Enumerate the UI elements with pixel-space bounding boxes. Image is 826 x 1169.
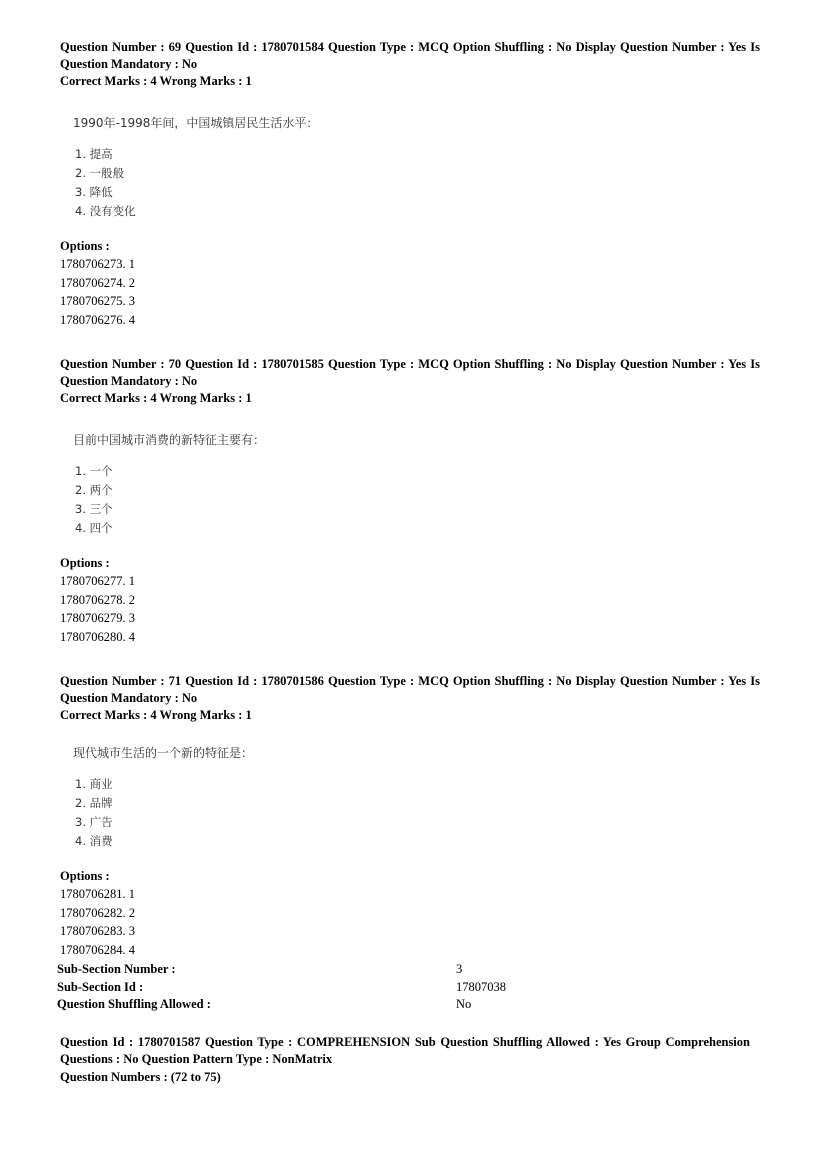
- subsection-label: Sub-Section Number :: [57, 962, 176, 976]
- question-numbers: Question Numbers : (72 to 75): [60, 1070, 221, 1084]
- choice: 3. 降低: [75, 185, 113, 199]
- choice: 4. 四个: [75, 521, 113, 535]
- choice: 2. 两个: [75, 483, 113, 497]
- option-id: 1780706274. 2: [60, 275, 135, 290]
- subsection-label: Question Shuffling Allowed :: [57, 997, 211, 1011]
- option-id: 1780706281. 1: [60, 887, 135, 901]
- subsection-value: No: [456, 997, 472, 1011]
- question-70: [60, 356, 760, 646]
- option-id: 1780706278. 2: [60, 592, 135, 607]
- options-label: Options :: [60, 556, 110, 570]
- choice: 1. 提高: [75, 147, 113, 161]
- subsection-row: [57, 996, 757, 1014]
- question-stem: 目前中国城市消费的新特征主要有：: [73, 433, 266, 447]
- question-stem: 现代城市生活的一个新的特征是：: [73, 746, 254, 760]
- choice: 2. 品牌: [75, 796, 113, 810]
- choice: 2. 一般般: [75, 166, 125, 180]
- option-id: 1780706279. 3: [60, 611, 135, 625]
- choice: 3. 广告: [75, 815, 113, 829]
- comprehension-header: [60, 1034, 750, 1086]
- marks-line: Correct Marks : 4 Wrong Marks : 1: [60, 74, 252, 88]
- question-header: Question Number : 70 Question Id : 1780701585 Question Type : MCQ Option Shuffling : No Display Question Number : Yes Is Question Mandatory : No: [60, 357, 760, 388]
- subsection-label: Sub-Section Id :: [57, 979, 144, 994]
- option-id: 1780706284. 4: [60, 942, 135, 957]
- subsection-row: [57, 979, 757, 997]
- marks-line: Correct Marks : 4 Wrong Marks : 1: [60, 391, 252, 405]
- subsection-row: [57, 961, 757, 979]
- choice-list: [75, 462, 760, 538]
- option-id: 1780706276. 4: [60, 312, 135, 327]
- choice: 3. 三个: [75, 502, 113, 516]
- choice-list: [75, 775, 760, 851]
- question-header: Question Number : 69 Question Id : 1780701584 Question Type : MCQ Option Shuffling : No Display Question Number : Yes Is Question Mandatory : No: [60, 40, 760, 71]
- option-id: 1780706273. 1: [60, 257, 135, 271]
- subsection-value: 17807038: [456, 979, 506, 994]
- option-id: 1780706280. 4: [60, 629, 135, 644]
- choice: 1. 商业: [75, 777, 113, 791]
- marks-line: Correct Marks : 4 Wrong Marks : 1: [60, 708, 252, 722]
- subsection-value: 3: [456, 962, 463, 976]
- choice: 4. 没有变化: [75, 204, 136, 218]
- comprehension-info: Question Id : 1780701587 Question Type : COMPREHENSION Sub Question Shuffling Allowed : Yes Group Comprehension Questions : No Question Pattern Type : NonMatrix: [60, 1035, 750, 1066]
- option-id: 1780706283. 3: [60, 924, 135, 938]
- question-stem: 1990年-1998年间，中国城镇居民生活水平：: [73, 116, 319, 130]
- choice: 4. 消费: [75, 834, 113, 848]
- subsection-info: [57, 961, 757, 1014]
- options-label: Options :: [60, 869, 110, 883]
- options-label: Options :: [60, 239, 110, 253]
- choice: 1. 一个: [75, 464, 113, 478]
- option-id: 1780706277. 1: [60, 574, 135, 588]
- question-71: [60, 673, 760, 959]
- question-header: Question Number : 71 Question Id : 1780701586 Question Type : MCQ Option Shuffling : No Display Question Number : Yes Is Question Mandatory : No: [60, 674, 760, 705]
- option-id: 1780706275. 3: [60, 294, 135, 308]
- option-id: 1780706282. 2: [60, 905, 135, 920]
- choice-list: [75, 145, 760, 221]
- question-69: [60, 39, 760, 329]
